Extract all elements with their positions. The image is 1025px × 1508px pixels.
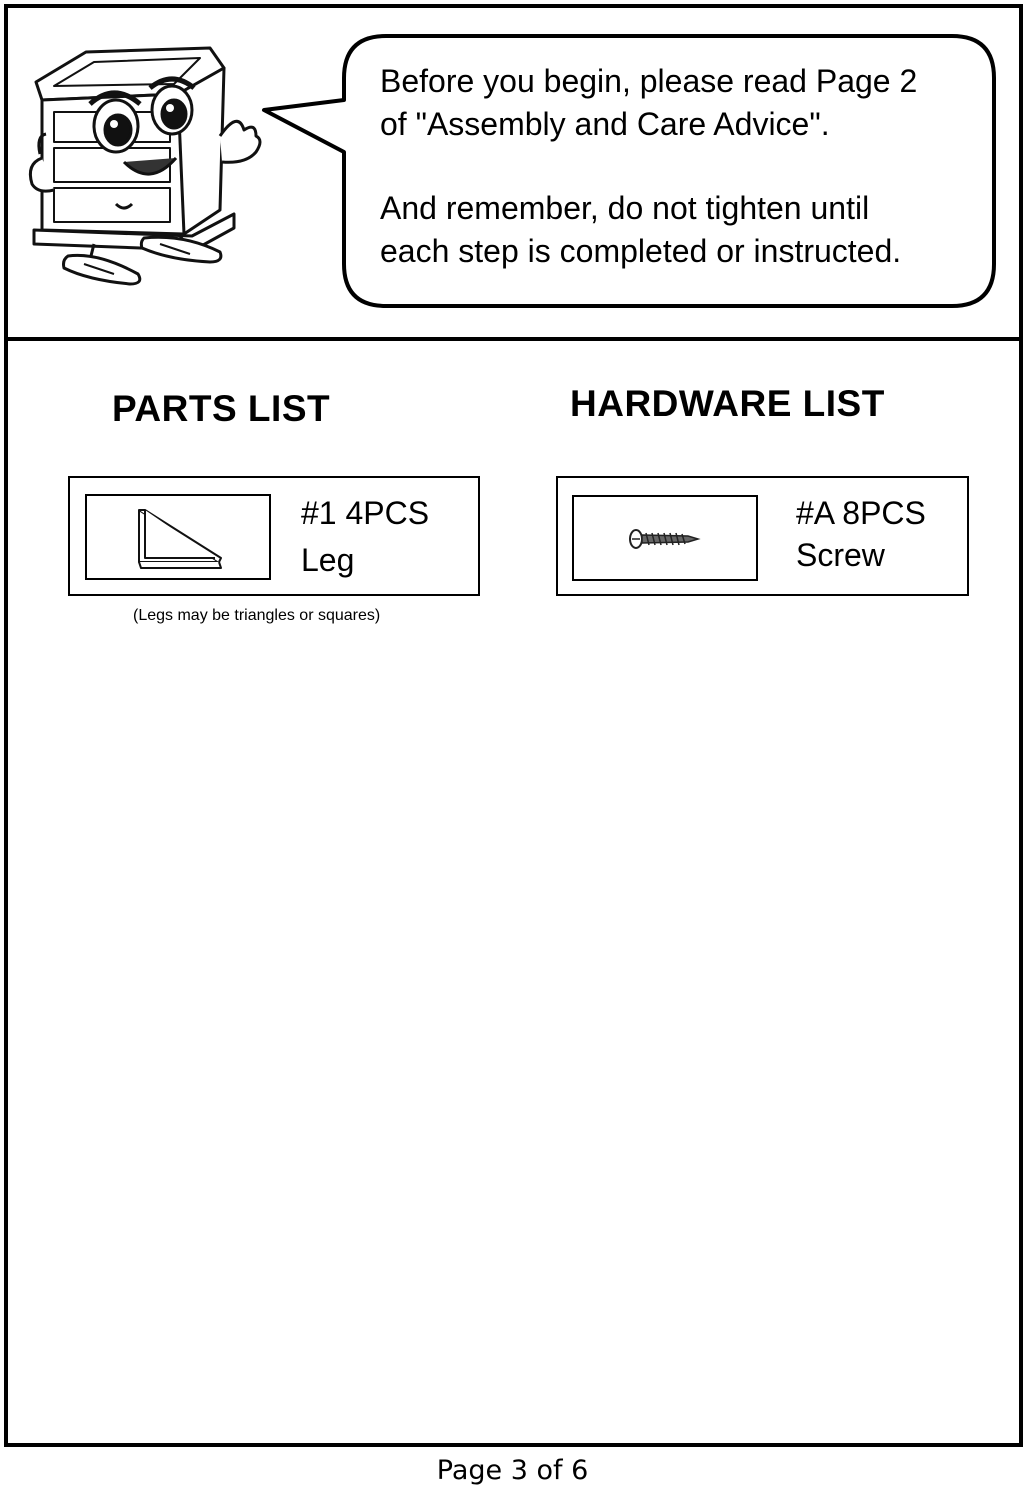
leg-image-box	[85, 494, 271, 580]
hardware-list-title: HARDWARE LIST	[570, 383, 885, 424]
nightstand-mascot-illustration	[24, 34, 264, 286]
screw-icon	[574, 497, 756, 579]
leg-quantity: #1 4PCS	[301, 495, 430, 531]
legs-shape-note: (Legs may be triangles or squares)	[133, 607, 381, 624]
screw-quantity: #A 8PCS	[796, 495, 926, 531]
screw-name: Screw	[796, 537, 885, 573]
parts-list-title: PARTS LIST	[112, 388, 331, 429]
screw-image-box	[572, 495, 758, 581]
page-number: Page 3 of 6	[436, 1455, 589, 1486]
header-divider	[4, 337, 1023, 341]
bubble-paragraph-tighten-warning: And remember, do not tighten until each step is completed or instructed.	[380, 190, 902, 269]
parts-list-card	[68, 476, 480, 596]
hardware-list-card	[556, 476, 969, 596]
bubble-paragraph-read-advice: Before you begin, please read Page 2 of "Assembly and Care Advice".	[380, 63, 918, 142]
leg-name: Leg	[301, 542, 355, 578]
triangle-leg-icon	[87, 496, 269, 578]
